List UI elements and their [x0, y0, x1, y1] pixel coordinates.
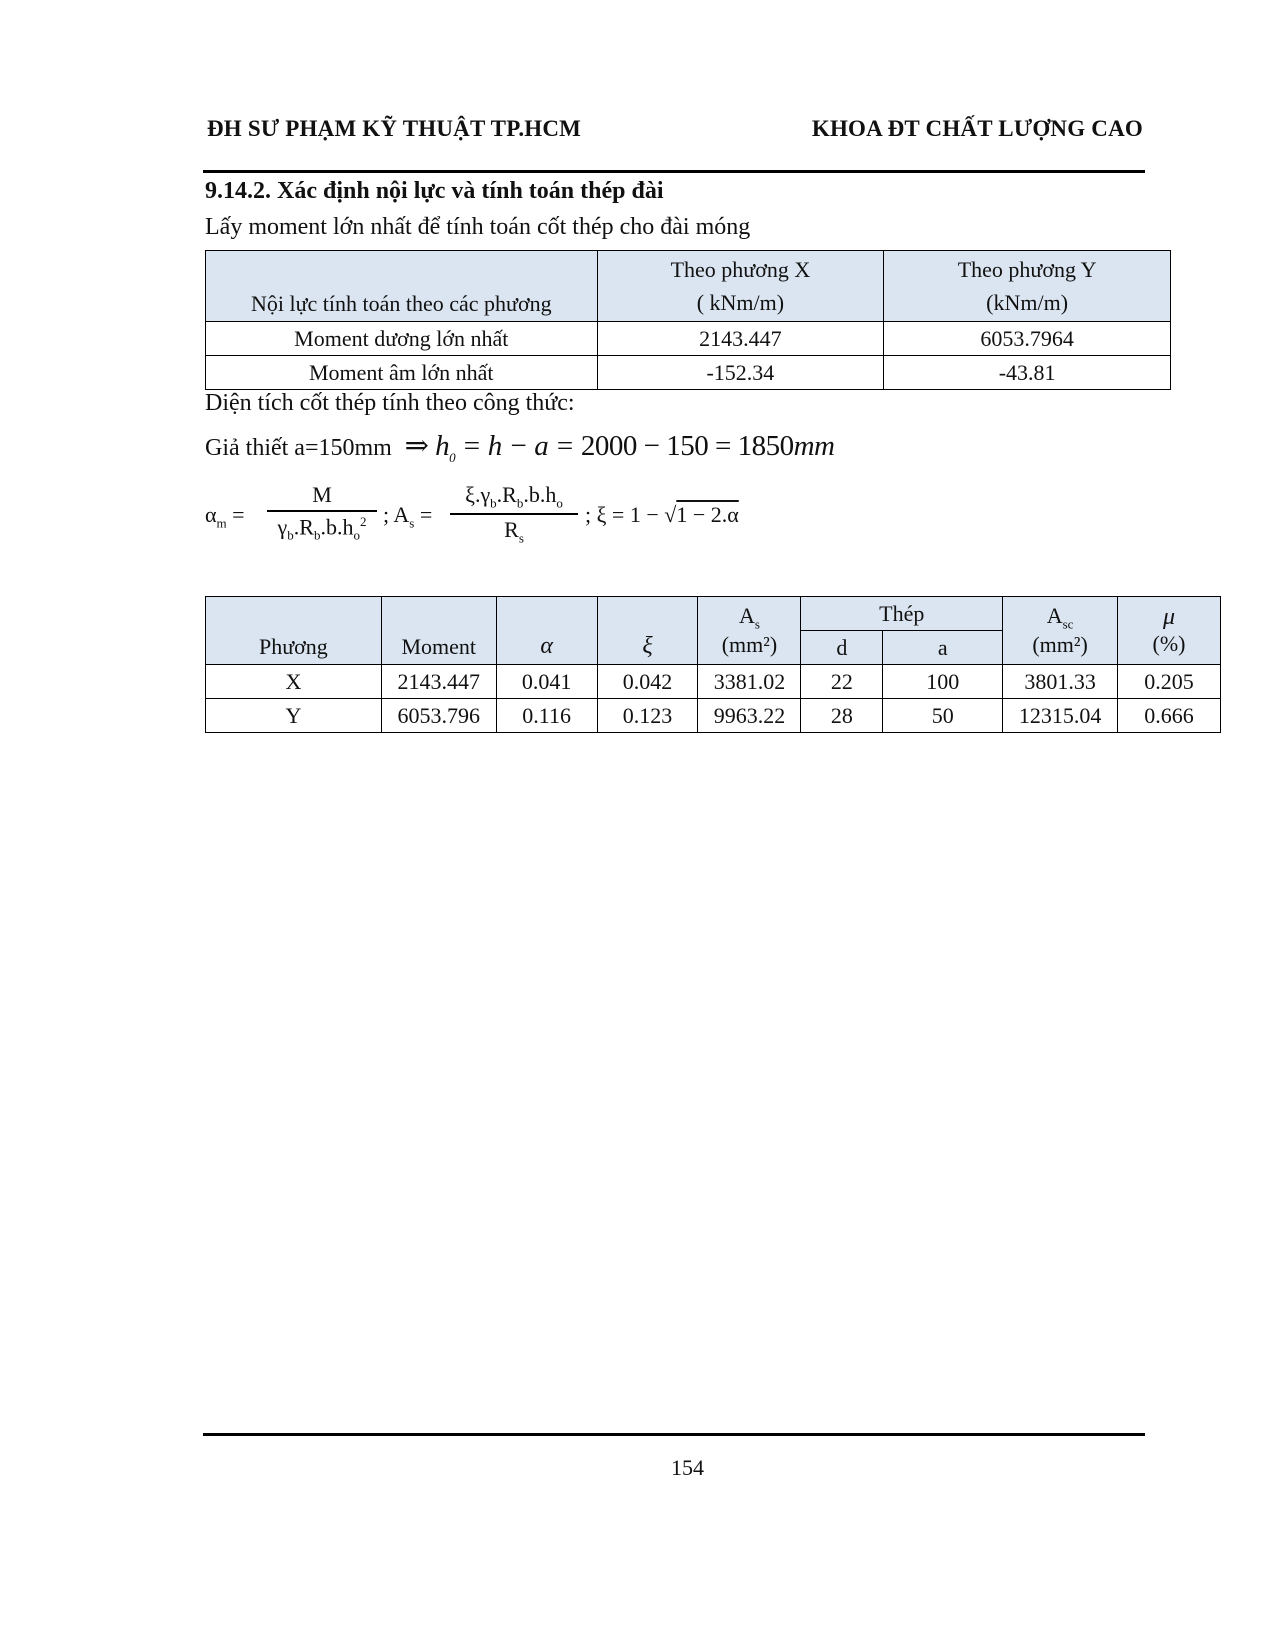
cell-moment: 6053.796: [381, 699, 496, 733]
row-label: Moment âm lớn nhất: [206, 356, 598, 390]
table-row: [206, 699, 1221, 733]
cell-alpha: 0.116: [496, 699, 597, 733]
header-cell-force: Nội lực tính toán theo các phương: [206, 251, 598, 322]
header-university: ĐH SƯ PHẠM KỸ THUẬT TP.HCM: [207, 116, 582, 141]
cell-phuong: X: [206, 665, 382, 699]
moment-y: -43.81: [884, 356, 1171, 390]
header-cell-y: Theo phương Y (kNm/m): [884, 251, 1171, 322]
cell-asc: 12315.04: [1003, 699, 1118, 733]
page-number: 154: [671, 1455, 704, 1480]
header-cell-x: Theo phương X ( kNm/m): [597, 251, 884, 322]
section-title: 9.14.2. Xác định nội lực và tính toán thép đài: [205, 178, 664, 204]
row-label: Moment dương lớn nhất: [206, 322, 598, 356]
design-formula: $\alpha_m$ = M $\gamma_b.R_b.b.h_o^2$ ; $A_s$ = $\xi.\gamma_b.R_b.b.h_o$ $R_s$ ; ξ = 1 − √1 − 2.α: [205, 482, 739, 546]
header-d: d: [801, 631, 883, 665]
area-formula-intro: Diện tích cốt thép tính theo công thức:: [205, 390, 575, 416]
header-xi: ξ: [597, 597, 698, 665]
cell-xi: 0.123: [597, 699, 698, 733]
header-as: $A_s$ (mm²): [698, 597, 801, 665]
header-asc: $A_{sc}$ (mm²): [1003, 597, 1118, 665]
cell-asc: 3801.33: [1003, 665, 1118, 699]
moment-x: -152.34: [597, 356, 884, 390]
cell-d: 22: [801, 665, 883, 699]
header-moment: Moment: [381, 597, 496, 665]
table-row: [206, 665, 1221, 699]
moment-x: 2143.447: [597, 322, 884, 356]
cell-phuong: Y: [206, 699, 382, 733]
header-thep: Thép: [801, 597, 1003, 631]
page-header: [205, 112, 1143, 152]
header-faculty: KHOA ĐT CHẤT LƯỢNG CAO: [811, 116, 1143, 141]
moment-y: 6053.7964: [884, 322, 1171, 356]
footer-rule: [203, 1433, 1145, 1436]
header-phuong: Phương: [206, 597, 382, 665]
table-header-row: [206, 251, 1171, 322]
table-row: [206, 322, 1171, 356]
cell-xi: 0.042: [597, 665, 698, 699]
table-row: [206, 356, 1171, 390]
cell-d: 28: [801, 699, 883, 733]
table-header-row: [206, 597, 1221, 631]
cell-a: 100: [883, 665, 1003, 699]
internal-force-table: [205, 250, 1171, 390]
cell-alpha: 0.041: [496, 665, 597, 699]
header-rule: [203, 170, 1145, 173]
header-alpha: α: [496, 597, 597, 665]
header-mu: μ (%): [1118, 597, 1221, 665]
cell-mu: 0.205: [1118, 665, 1221, 699]
effective-depth-equation: ⇒ $h_0 = h - a = 2000 - 150 = 1850mm$: [397, 430, 835, 465]
header-a: a: [883, 631, 1003, 665]
intro-text: Lấy moment lớn nhất để tính toán cốt thép cho đài móng: [205, 214, 751, 240]
cell-as: 3381.02: [698, 665, 801, 699]
steel-calculation-table: [205, 596, 1221, 733]
cell-mu: 0.666: [1118, 699, 1221, 733]
cell-as: 9963.22: [698, 699, 801, 733]
assumption-line: Giả thiết a=150mm ⇒ $h_0 = h - a = 2000 - 150 = 1850mm$: [205, 430, 835, 465]
cell-moment: 2143.447: [381, 665, 496, 699]
cell-a: 50: [883, 699, 1003, 733]
